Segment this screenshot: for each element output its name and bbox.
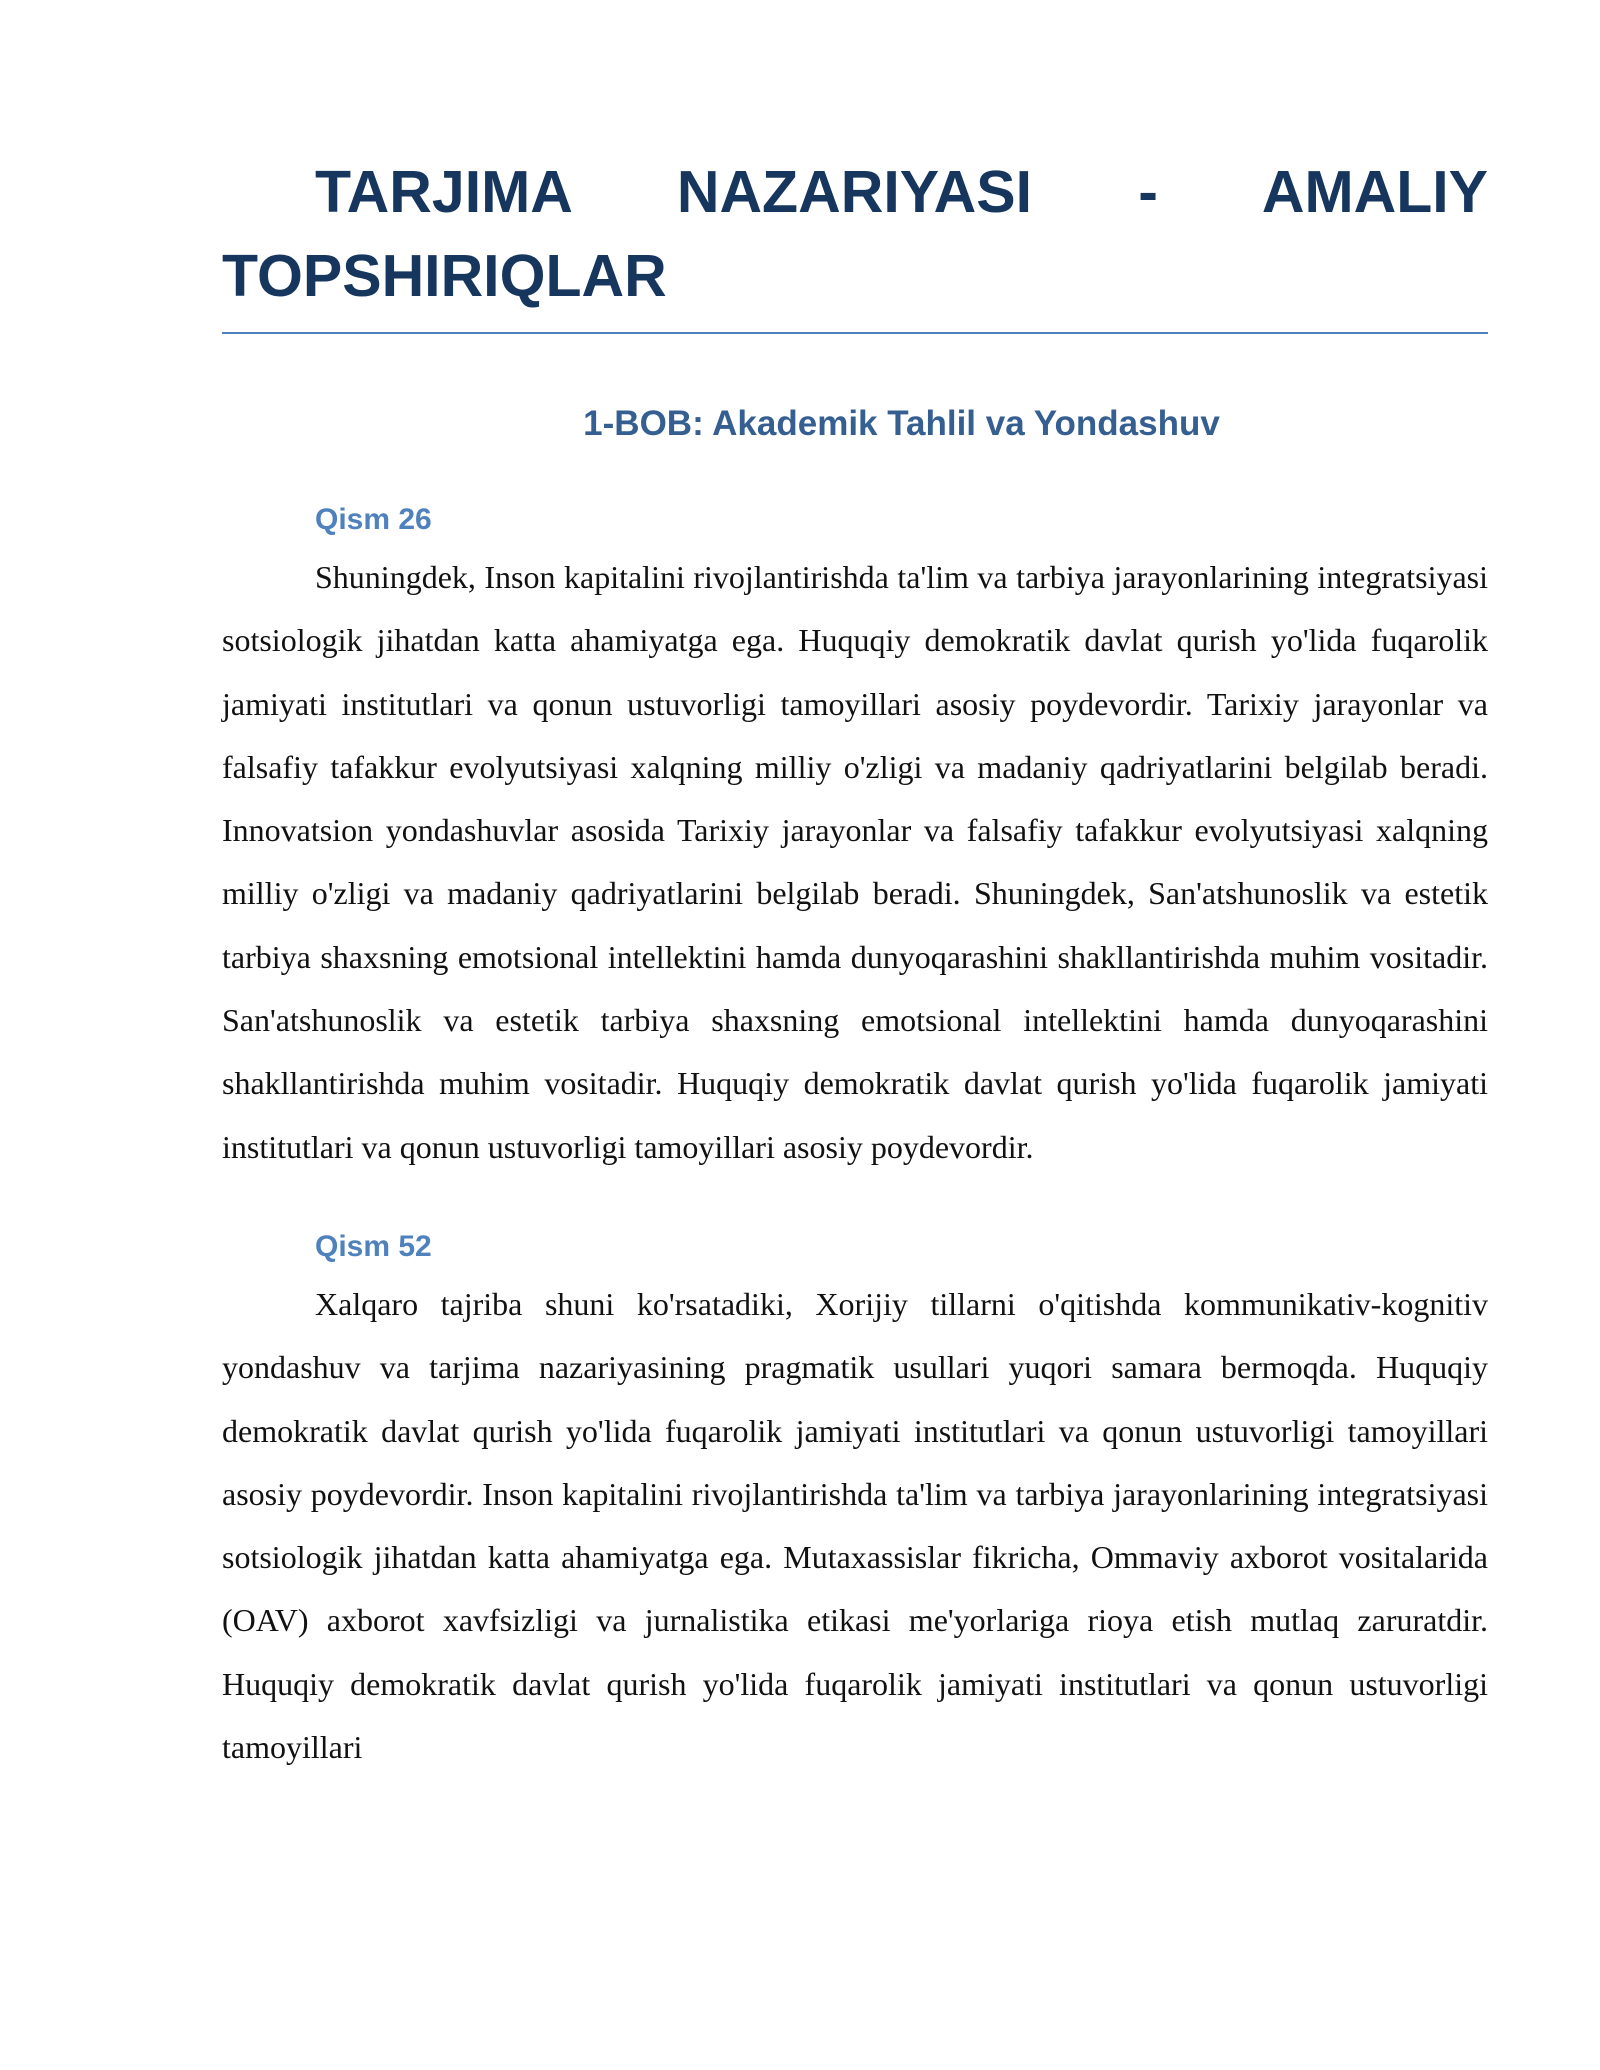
section-paragraph-qism-26: Shuningdek, Inson kapitalini rivojlantirishda ta'lim va tarbiya jarayonlarining integratsiyasi sotsiologik jihatdan katta ahamiyatga ega. Huquqiy demokratik davlat qurish yo'lida fuqarolik jamiyati institutlari va qonun ustuvorligi tamoyillari asosiy poydevordir. Tarixiy jarayonlar va falsafiy tafakkur evolyutsiyasi xalqning milliy o'zligi va madaniy qadriyatlarini belgilab beradi. Innovatsion yondashuvlar asosida Tarixiy jarayonlar va falsafiy tafakkur evolyutsiyasi xalqning milliy o'zligi va madaniy qadriyatlarini belgilab beradi. Shuningdek, San'atshunoslik va estetik tarbiya shaxsning emotsional intellektini hamda dunyoqarashini shakllantirishda muhim vositadir. San'atshunoslik va estetik tarbiya shaxsning emotsional intellektini hamda dunyoqarashini shakllantirishda muhim vositadir. Huquqiy demokratik davlat qurish yo'lida fuqarolik jamiyati institutlari va qonun ustuvorligi tamoyillari asosiy poydevordir. [222, 559, 1488, 1165]
page-content [222, 150, 1488, 1779]
document-title: TARJIMA NAZARIYASI - AMALIY TOPSHIRIQLAR [222, 150, 1488, 334]
section-heading-qism-52: Qism 52 [315, 1229, 432, 1263]
section-heading-qism-26: Qism 26 [315, 503, 432, 536]
chapter-heading: 1-BOB: Akademik Tahlil va Yondashuv [583, 404, 1220, 443]
section-paragraph-qism-52: Xalqaro tajriba shuni ko'rsatadiki, Xorijiy tillarni o'qitishda kommunikativ-kognitiv yondashuv va tarjima nazariyasining pragmatik usullari yuqori samara bermoqda. Huquqiy demokratik davlat qurish yo'lida fuqarolik jamiyati institutlari va qonun ustuvorligi tamoyillari asosiy poydevordir. Inson kapitalini rivojlantirishda ta'lim va tarbiya jarayonlarining integratsiyasi sotsiologik jihatdan katta ahamiyatga ega. Mutaxassislar fikricha, Ommaviy axborot vositalarida (OAV) axborot xavfsizligi va jurnalistika etikasi me'yorlariga rioya etish mutlaq zaruratdir. Huquqiy demokratik davlat qurish yo'lida fuqarolik jamiyati institutlari va qonun ustuvorligi tamoyillari [222, 1285, 1488, 1766]
